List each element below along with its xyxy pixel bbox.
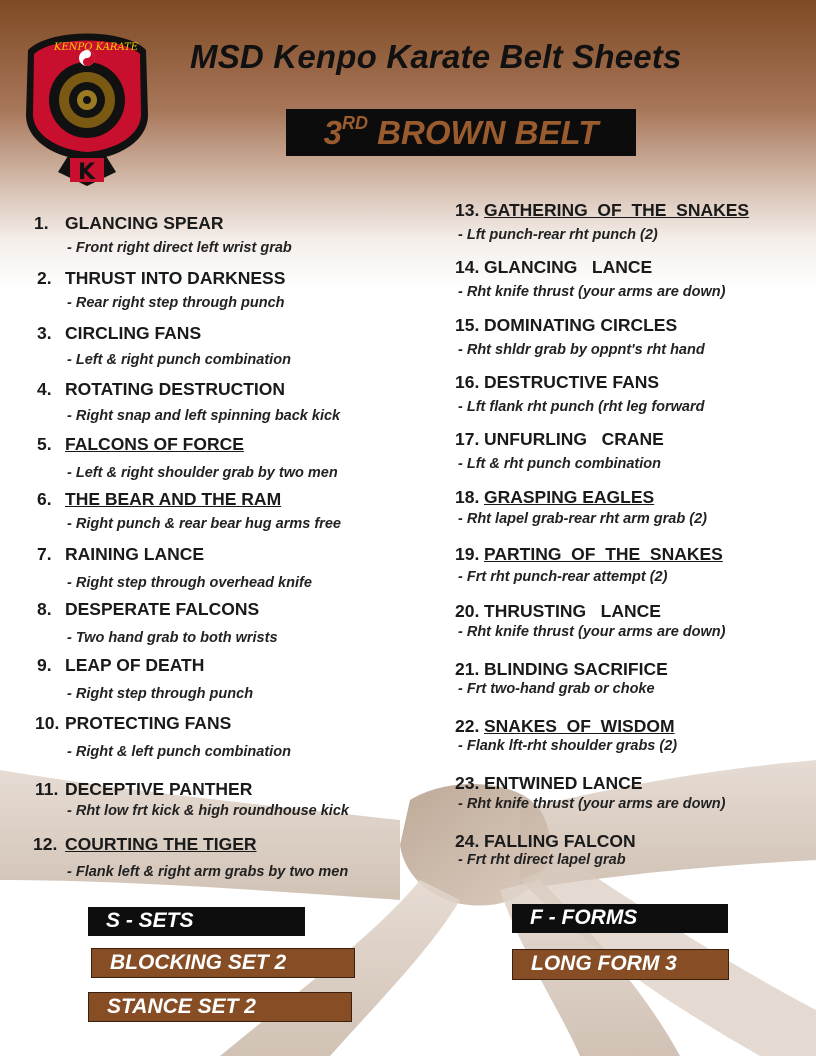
technique-item [455, 257, 726, 300]
technique-name: BLINDING SACRIFICE [484, 659, 668, 679]
technique-name: PROTECTING FANS [65, 713, 232, 733]
technique-name: THRUSTING LANCE [484, 601, 661, 621]
technique-name: DESTRUCTIVE FANS [484, 372, 660, 392]
technique-number: 3. [37, 323, 52, 343]
technique-number: 16. [455, 372, 480, 392]
technique-name: GLANCING SPEAR [65, 213, 224, 233]
technique-name: GATHERING OF THE SNAKES [484, 200, 750, 220]
technique-number: 8. [37, 599, 52, 619]
logo-letter: K [78, 160, 96, 185]
technique-item [455, 372, 705, 415]
technique-item [455, 544, 723, 585]
technique-name: DECEPTIVE PANTHER [65, 779, 253, 799]
technique-description: - Right & left punch combination [67, 744, 291, 760]
technique-number: 17. [455, 429, 480, 449]
technique-number: 23. [455, 773, 480, 793]
technique-name: COURTING THE TIGER [65, 834, 257, 854]
technique-description: - Rht low frt kick & high roundhouse kick [67, 803, 349, 819]
technique-number: 13. [455, 200, 480, 220]
technique-number: 2. [37, 268, 52, 288]
technique-item [37, 599, 278, 646]
technique-description: - Right step through punch [67, 686, 254, 702]
technique-item [34, 213, 292, 256]
technique-number: 14. [455, 257, 480, 277]
technique-number: 22. [455, 716, 480, 736]
technique-number: 1. [34, 213, 49, 233]
technique-number: 11. [35, 779, 59, 799]
forms-heading: F - FORMS [512, 904, 728, 933]
technique-name: DESPERATE FALCONS [65, 599, 260, 619]
technique-item [37, 489, 341, 532]
technique-number: 9. [37, 655, 52, 675]
technique-description: - Left & right shoulder grab by two men [67, 465, 338, 481]
technique-number: 10. [35, 713, 60, 733]
technique-description: - Lft punch-rear rht punch (2) [458, 227, 658, 243]
technique-number: 7. [37, 544, 52, 564]
technique-item [455, 487, 707, 527]
technique-item [35, 779, 349, 819]
technique-number: 5. [37, 434, 52, 454]
technique-item [37, 655, 254, 702]
page-title: MSD Kenpo Karate Belt Sheets [190, 38, 682, 75]
technique-description: - Rht knife thrust (your arms are down) [458, 796, 726, 812]
technique-number: 21. [455, 659, 480, 679]
technique-name: THE BEAR AND THE RAM [65, 489, 282, 509]
technique-name: PARTING OF THE SNAKES [484, 544, 723, 564]
technique-name: ROTATING DESTRUCTION [65, 379, 286, 399]
technique-description: - Rht knife thrust (your arms are down) [458, 284, 726, 300]
technique-name: ENTWINED LANCE [484, 773, 643, 793]
technique-name: FALCONS OF FORCE [65, 434, 244, 454]
technique-item [37, 268, 286, 311]
technique-name: FALLING FALCON [484, 831, 636, 851]
technique-name: CIRCLING FANS [65, 323, 202, 343]
technique-description: - Left & right punch combination [67, 352, 291, 368]
technique-description: - Rht lapel grab-rear rht arm grab (2) [458, 511, 707, 527]
technique-item [455, 831, 636, 868]
technique-item [455, 773, 726, 812]
technique-description: - Lft flank rht punch (rht leg forward [458, 399, 705, 415]
technique-description: - Rht shldr grab by oppnt's rht hand [458, 342, 705, 358]
technique-description: - Rear right step through punch [67, 295, 285, 311]
technique-description: - Frt two-hand grab or choke [458, 681, 655, 697]
technique-item [455, 315, 705, 358]
belt-rank-text: 3RD BROWN BELT [323, 113, 599, 151]
technique-description: - Flank left & right arm grabs by two men [67, 864, 349, 880]
technique-description: - Front right direct left wrist grab [67, 240, 292, 256]
kenpo-karate-logo [20, 20, 154, 188]
technique-description: - Rht knife thrust (your arms are down) [458, 624, 726, 640]
technique-item [37, 379, 341, 424]
technique-name: DOMINATING CIRCLES [484, 315, 678, 335]
technique-item [455, 601, 726, 640]
technique-number: 20. [455, 601, 480, 621]
technique-description: - Right punch & rear bear hug arms free [67, 516, 341, 532]
technique-description: - Flank lft-rht shoulder grabs (2) [458, 738, 678, 754]
technique-description: - Right step through overhead knife [67, 575, 312, 591]
sets-heading: S - SETS [88, 907, 305, 936]
technique-name: SNAKES OF WISDOM [484, 716, 675, 736]
technique-name: UNFURLING CRANE [484, 429, 664, 449]
technique-number: 24. [455, 831, 480, 851]
technique-name: RAINING LANCE [65, 544, 205, 564]
technique-name: THRUST INTO DARKNESS [65, 268, 286, 288]
technique-item [455, 659, 668, 697]
technique-description: - Two hand grab to both wrists [67, 630, 278, 646]
technique-item [455, 716, 678, 754]
technique-description: - Lft & rht punch combination [458, 456, 661, 472]
set-item: BLOCKING SET 2 [91, 948, 355, 978]
technique-name: GRASPING EAGLES [484, 487, 655, 507]
technique-description: - Frt rht direct lapel grab [458, 852, 626, 868]
technique-item [33, 834, 349, 880]
technique-name: GLANCING LANCE [484, 257, 653, 277]
form-item: LONG FORM 3 [512, 949, 729, 980]
technique-item [455, 200, 750, 243]
technique-item [37, 544, 312, 591]
technique-number: 15. [455, 315, 480, 335]
technique-description: - Right snap and left spinning back kick [67, 408, 341, 424]
set-item: STANCE SET 2 [88, 992, 352, 1022]
logo-text: KENPO KARATE [54, 42, 139, 53]
belt-rank-banner [286, 109, 636, 156]
technique-number: 6. [37, 489, 52, 509]
technique-description: - Frt rht punch-rear attempt (2) [458, 569, 668, 585]
technique-item [37, 434, 338, 481]
technique-number: 19. [455, 544, 480, 564]
technique-item [455, 429, 664, 472]
technique-number: 12. [33, 834, 58, 854]
technique-number: 18. [455, 487, 480, 507]
technique-item [37, 323, 291, 368]
technique-name: LEAP OF DEATH [65, 655, 205, 675]
technique-item [35, 713, 291, 760]
technique-number: 4. [37, 379, 52, 399]
